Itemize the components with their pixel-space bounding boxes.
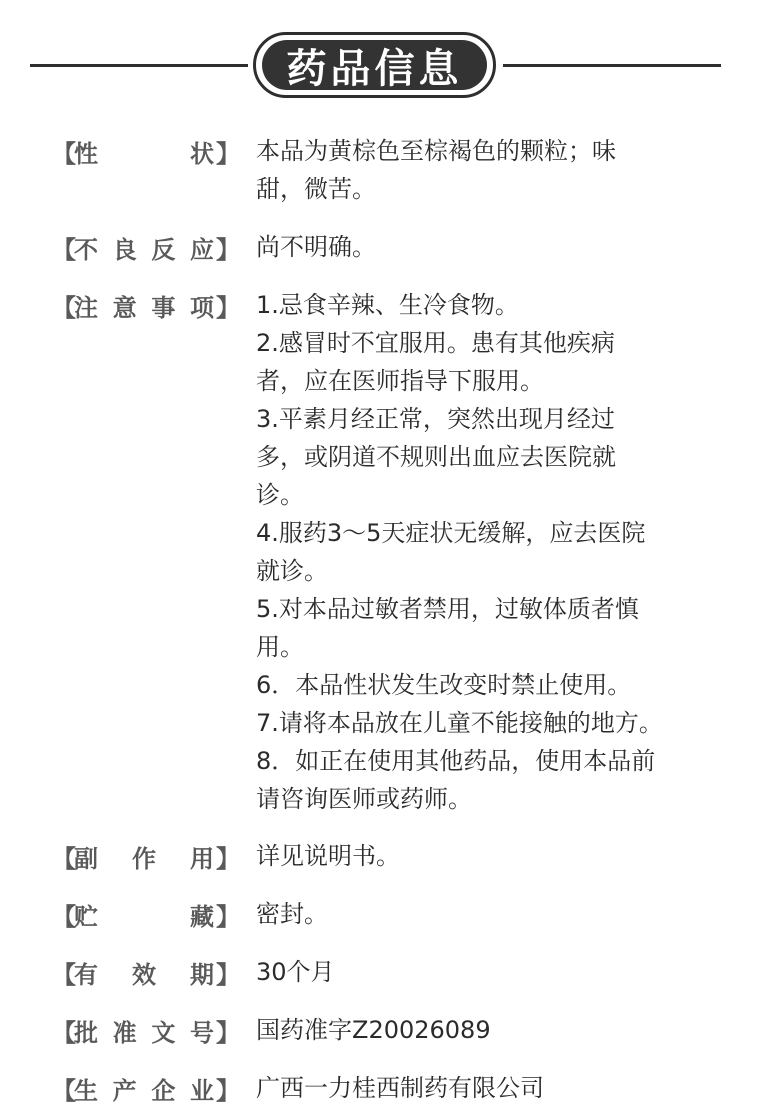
field-label-text: [72, 1013, 216, 1048]
field-label-text: [72, 288, 216, 323]
field-label-char: 准: [112, 1018, 137, 1047]
field-label: [52, 895, 240, 933]
field-label-text: [72, 230, 216, 265]
field-label-char: 效: [132, 960, 156, 989]
value-line: 1.忌食辛辣、生冷食物。: [256, 291, 519, 319]
value-line: 尚不明确。: [256, 233, 376, 261]
bracket-close: 】: [216, 1076, 240, 1105]
field-label-char: 期: [190, 960, 214, 989]
field-label-char: 副: [74, 844, 98, 873]
field-label-char: 号: [189, 1018, 214, 1047]
bracket-open: 【: [52, 235, 76, 264]
value-line: 5.对本品过敏者禁用，过敏体质者慎: [256, 595, 639, 623]
field-label-text: [72, 839, 216, 874]
bracket-open: 【: [52, 902, 76, 931]
field-label-char: 产: [112, 1076, 137, 1105]
value-line: 详见说明书。: [256, 842, 400, 870]
value-line: 用。: [256, 633, 304, 661]
section-header: [0, 0, 760, 110]
bracket-close: 】: [216, 1018, 240, 1047]
field-label-text: [72, 897, 216, 932]
field-label-char: 项: [189, 293, 214, 322]
bracket-close: 】: [216, 844, 240, 873]
value-line: 本品为黄棕色至棕褐色的颗粒；味: [256, 137, 616, 165]
value-line: 4.服药3～5天症状无缓解，应去医院: [256, 519, 646, 547]
field-value: [256, 1011, 706, 1049]
field-label-char: 事: [151, 293, 176, 322]
field-label: [52, 837, 240, 875]
field-label-char: 状: [190, 139, 214, 168]
field-label-char: 作: [132, 844, 156, 873]
bracket-close: 】: [216, 293, 240, 322]
header-rule-right: [503, 64, 721, 67]
header-rule-left: [30, 64, 248, 67]
field-label-char: 意: [112, 293, 137, 322]
field-label-char: 不: [74, 235, 98, 264]
bracket-open: 【: [52, 293, 76, 322]
field-label: [52, 228, 240, 266]
value-line: 请咨询医师或药师。: [256, 785, 472, 813]
field-value: [256, 953, 706, 991]
field-value: [256, 132, 706, 208]
bracket-close: 】: [216, 960, 240, 989]
field-label-char: 文: [151, 1018, 176, 1047]
field-label-text: [72, 134, 216, 169]
value-line: 甜，微苦。: [256, 175, 376, 203]
field-label-text: [72, 1071, 216, 1106]
value-line: 2.感冒时不宜服用。患有其他疾病: [256, 329, 615, 357]
value-line: 8．如正在使用其他药品，使用本品前: [256, 747, 656, 775]
section-title: 药品信息: [262, 40, 487, 90]
value-line: 密封。: [256, 900, 328, 928]
field-label-char: 企: [151, 1076, 176, 1105]
value-line: 30个月: [256, 958, 335, 986]
field-label: [52, 132, 240, 170]
field-label-char: 贮: [74, 902, 98, 931]
bracket-open: 【: [52, 1076, 76, 1105]
field-label-char: 应: [189, 235, 214, 264]
value-line: 6．本品性状发生改变时禁止使用。: [256, 671, 632, 699]
value-line: 者，应在医师指导下服用。: [256, 367, 544, 395]
field-label: [52, 953, 240, 991]
value-line: 诊。: [256, 481, 304, 509]
field-value: [256, 286, 706, 818]
value-line: 3.平素月经正常，突然出现月经过: [256, 405, 615, 433]
field-value: [256, 228, 706, 266]
field-value: [256, 837, 706, 875]
field-label-char: 藏: [190, 902, 214, 931]
value-line: 7.请将本品放在儿童不能接触的地方。: [256, 709, 663, 737]
field-value: [256, 895, 706, 933]
bracket-close: 】: [216, 902, 240, 931]
value-line: 多，或阴道不规则出血应去医院就: [256, 443, 616, 471]
field-label-text: [72, 955, 216, 990]
field-label-char: 反: [151, 235, 176, 264]
field-label: [52, 1011, 240, 1049]
field-label-char: 用: [190, 844, 214, 873]
bracket-open: 【: [52, 1018, 76, 1047]
field-label-char: 批: [74, 1018, 98, 1047]
bracket-open: 【: [52, 139, 76, 168]
field-label: [52, 1069, 240, 1107]
field-value: [256, 1069, 706, 1107]
bracket-open: 【: [52, 960, 76, 989]
field-label: [52, 286, 240, 324]
bracket-open: 【: [52, 844, 76, 873]
value-line: 广西一力桂西制药有限公司: [256, 1074, 544, 1102]
field-label-char: 业: [189, 1076, 214, 1105]
field-label-char: 生: [74, 1076, 98, 1105]
value-line: 就诊。: [256, 557, 328, 585]
bracket-close: 】: [216, 139, 240, 168]
field-label-char: 有: [74, 960, 98, 989]
value-line: 国药准字Z20026089: [256, 1016, 491, 1044]
bracket-close: 】: [216, 235, 240, 264]
field-label-char: 良: [112, 235, 137, 264]
field-label-char: 性: [74, 139, 98, 168]
field-label-char: 注: [74, 293, 98, 322]
